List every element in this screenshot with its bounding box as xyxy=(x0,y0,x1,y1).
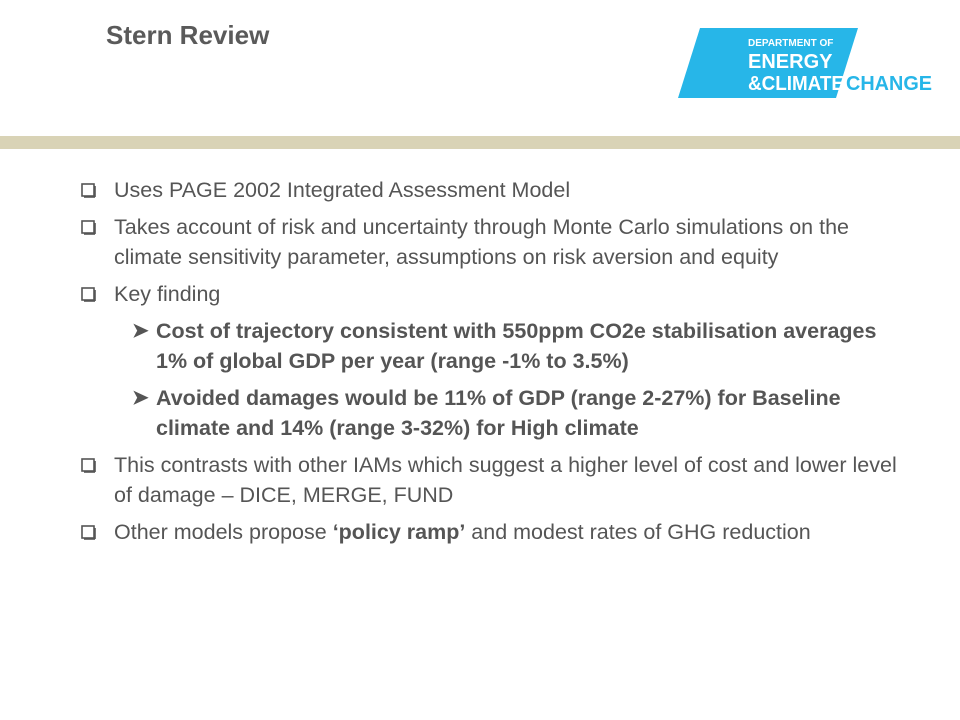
checkbox-bullet-icon xyxy=(80,524,96,540)
arrow-bullet-icon: ➤ xyxy=(132,387,149,409)
logo-line-1: DEPARTMENT OF xyxy=(748,38,834,49)
bullet-item xyxy=(80,175,900,205)
checkbox-bullet-icon xyxy=(80,286,96,302)
sub-bullet-item xyxy=(80,383,900,443)
logo-line-3b: CHANGE xyxy=(846,73,932,95)
bullet-text-before: Other models propose xyxy=(114,520,333,544)
sub-bullet-text: Avoided damages would be 11% of GDP (range 2-27%) for Baseline climate and 14% (range 3-32%) for High climate xyxy=(156,386,841,440)
bullet-text: Uses PAGE 2002 Integrated Assessment Model xyxy=(114,178,571,202)
bullet-item xyxy=(80,212,900,272)
checkbox-bullet-icon xyxy=(80,182,96,198)
logo-line-3a: &CLIMATE xyxy=(748,73,844,95)
sub-bullet-item xyxy=(80,316,900,376)
arrow-bullet-icon: ➤ xyxy=(132,320,149,342)
bullet-item xyxy=(80,450,900,510)
bullet-item xyxy=(80,279,900,309)
checkbox-bullet-icon xyxy=(80,457,96,473)
logo-line-2: ENERGY xyxy=(748,51,833,73)
sub-bullet-text: Cost of trajectory consistent with 550ppm CO2e stabilisation averages 1% of global GDP per year (range -1% to 3.5%) xyxy=(156,319,877,373)
checkbox-bullet-icon xyxy=(80,219,96,235)
bullet-text: This contrasts with other IAMs which suggest a higher level of cost and lower level of damage – DICE, MERGE, FUND xyxy=(114,453,897,507)
bullet-text: Takes account of risk and uncertainty through Monte Carlo simulations on the climate sensitivity parameter, assumptions on risk aversion and equity xyxy=(114,215,849,269)
slide-title: Stern Review xyxy=(106,20,270,50)
bullet-text: Key finding xyxy=(114,282,221,306)
bullet-item xyxy=(80,517,900,547)
bullet-list xyxy=(80,175,900,554)
bullet-text-after: and modest rates of GHG reduction xyxy=(465,520,811,544)
decc-logo xyxy=(678,28,940,98)
header-divider-bar xyxy=(0,136,960,149)
bullet-text-emphasis: ‘policy ramp’ xyxy=(332,520,466,544)
